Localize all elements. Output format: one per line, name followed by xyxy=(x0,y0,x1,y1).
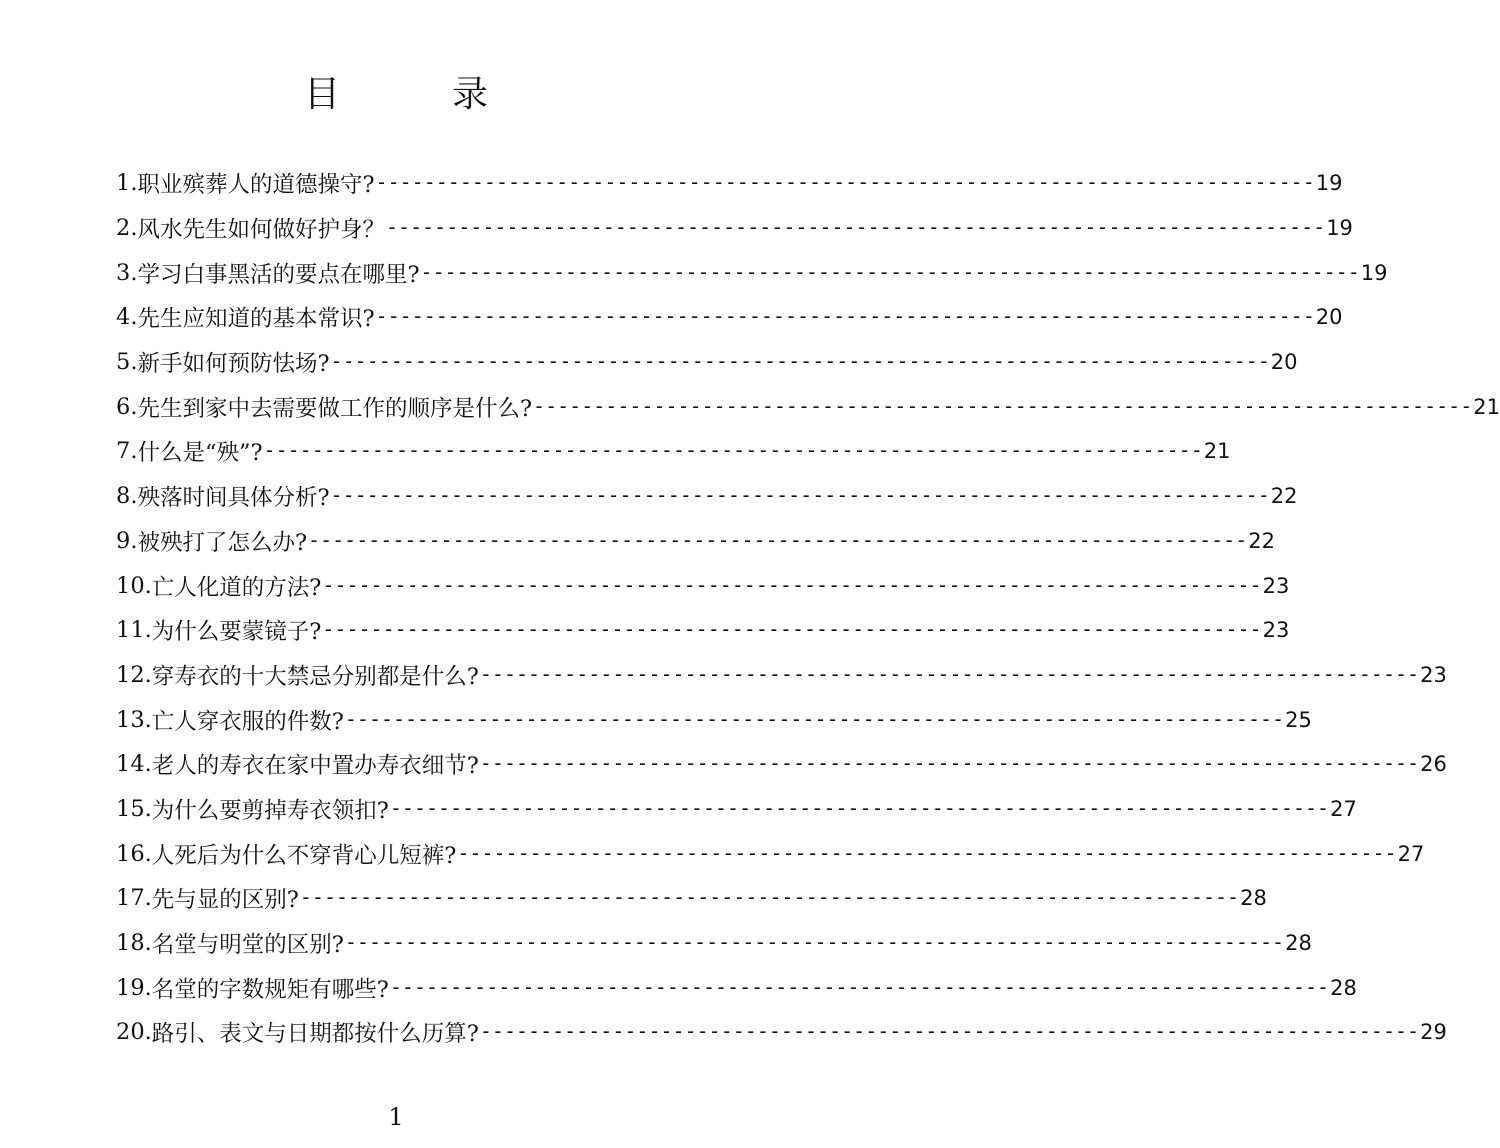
leader-dashes: ------------------------------------------------------------------------------ xyxy=(420,259,1360,284)
entry-number: 19. xyxy=(116,974,152,1001)
leader-dashes: ------------------------------------------------------------------------------ xyxy=(308,527,1248,552)
entry-number: 3. xyxy=(116,259,138,286)
toc-entry[interactable] xyxy=(116,384,1500,429)
entry-title: 先生到家中去需要做工作的顺序是什么? xyxy=(137,395,533,422)
toc-entry[interactable] xyxy=(116,742,1447,787)
entry-page-number: 23 xyxy=(1262,573,1290,598)
toc-entry[interactable] xyxy=(116,295,1343,340)
toc-entry[interactable] xyxy=(116,340,1298,385)
entry-number: 16. xyxy=(116,840,152,867)
entry-page-number: 19 xyxy=(1326,216,1353,241)
toc-entry[interactable] xyxy=(116,250,1388,295)
entry-title: 职业殡葬人的道德操守? xyxy=(137,172,375,199)
entry-page-number: 23 xyxy=(1262,618,1290,643)
entry-number: 6. xyxy=(116,393,138,420)
entry-number: 15. xyxy=(116,795,152,822)
leader-dashes: ------------------------------------------------------------------------------ xyxy=(322,572,1262,597)
leader-dashes: ------------------------------------------------------------------------------ xyxy=(385,215,1326,240)
leader-dashes: ------------------------------------------------------------------------------ xyxy=(330,483,1270,508)
entry-page-number: 19 xyxy=(1360,260,1388,285)
entry-title: 为什么要剪掉寿衣领扣? xyxy=(151,797,389,824)
entry-page-number: 22 xyxy=(1270,484,1298,509)
toc-entry[interactable] xyxy=(116,876,1267,921)
toc-entry[interactable] xyxy=(116,831,1425,876)
entry-title: 亡人化道的方法? xyxy=(151,574,322,601)
entry-number: 10. xyxy=(116,572,152,599)
toc-entry[interactable] xyxy=(116,206,1353,251)
entry-page-number: 19 xyxy=(1315,171,1343,196)
entry-number: 2. xyxy=(116,215,138,242)
entry-page-number: 27 xyxy=(1330,796,1357,821)
entry-page-number: 25 xyxy=(1285,707,1312,732)
leader-dashes: ------------------------------------------------------------------------------ xyxy=(322,617,1262,642)
entry-page-number: 29 xyxy=(1420,1020,1447,1045)
entry-title: 人死后为什么不穿背心儿短裤? xyxy=(151,842,457,869)
entry-title: 老人的寿衣在家中置办寿衣细节? xyxy=(151,753,479,780)
leader-dashes: ------------------------------------------------------------------------------ xyxy=(457,840,1397,865)
leader-dashes: ------------------------------------------------------------------------------ xyxy=(375,304,1315,329)
leader-dashes: ------------------------------------------------------------------------------ xyxy=(263,438,1203,463)
toc-entry[interactable] xyxy=(116,608,1290,653)
leader-dashes: ------------------------------------------------------------------------------ xyxy=(533,393,1473,418)
toc-entry[interactable] xyxy=(116,965,1357,1010)
entry-number: 14. xyxy=(116,751,152,778)
leader-dashes: ------------------------------------------------------------------------------ xyxy=(344,706,1285,731)
toc-entry[interactable] xyxy=(116,697,1312,742)
entry-page-number: 20 xyxy=(1270,350,1298,375)
entry-title: 学习白事黑活的要点在哪里? xyxy=(137,261,420,288)
entry-title: 殃落时间具体分析? xyxy=(137,485,330,512)
page-title: 目 录 xyxy=(303,74,526,115)
toc-entry[interactable] xyxy=(116,519,1275,564)
entry-title: 名堂与明堂的区别? xyxy=(151,932,344,959)
entry-page-number: 23 xyxy=(1420,662,1447,687)
entry-number: 17. xyxy=(116,885,152,912)
leader-dashes: ------------------------------------------------------------------------------ xyxy=(375,170,1315,195)
entry-title: 路引、表文与日期都按什么历算? xyxy=(151,1021,479,1048)
toc-entry[interactable] xyxy=(116,787,1357,832)
entry-title: 先生应知道的基本常识? xyxy=(137,306,375,333)
entry-title: 穿寿衣的十大禁忌分别都是什么? xyxy=(151,663,479,690)
entry-title: 先与显的区别? xyxy=(151,887,299,914)
entry-number: 18. xyxy=(116,930,152,957)
table-of-contents xyxy=(116,161,1500,1055)
entry-page-number: 26 xyxy=(1420,752,1447,777)
entry-title: 什么是“殃”? xyxy=(137,440,263,467)
entry-page-number: 28 xyxy=(1330,975,1357,1000)
entry-number: 1. xyxy=(116,170,138,197)
toc-entry[interactable] xyxy=(116,429,1231,474)
entry-title: 亡人穿衣服的件数? xyxy=(151,708,344,735)
entry-number: 8. xyxy=(116,483,138,510)
entry-number: 11. xyxy=(116,617,152,644)
leader-dashes: ------------------------------------------------------------------------------ xyxy=(344,930,1285,955)
entry-title: 新手如何预防怯场? xyxy=(137,351,330,378)
entry-number: 5. xyxy=(116,349,138,376)
leader-dashes: ------------------------------------------------------------------------------ xyxy=(389,795,1330,820)
toc-entry[interactable] xyxy=(116,1010,1447,1055)
leader-dashes: ------------------------------------------------------------------------------ xyxy=(389,974,1330,999)
entry-page-number: 27 xyxy=(1397,841,1425,866)
entry-page-number: 22 xyxy=(1248,528,1275,553)
entry-number: 20. xyxy=(116,1019,152,1046)
toc-entry[interactable] xyxy=(116,653,1447,698)
leader-dashes: ------------------------------------------------------------------------------ xyxy=(299,885,1240,910)
entry-page-number: 28 xyxy=(1240,886,1267,911)
entry-page-number: 21 xyxy=(1473,394,1500,419)
entry-title: 名堂的字数规矩有哪些? xyxy=(151,976,389,1003)
entry-page-number: 21 xyxy=(1203,439,1231,464)
entry-title: 为什么要蒙镜子? xyxy=(151,619,322,646)
leader-dashes: ------------------------------------------------------------------------------ xyxy=(479,661,1420,686)
toc-entry[interactable] xyxy=(116,161,1343,206)
toc-entry[interactable] xyxy=(116,563,1290,608)
entry-number: 7. xyxy=(116,438,138,465)
entry-title: 被殃打了怎么办? xyxy=(137,529,308,556)
entry-page-number: 20 xyxy=(1315,305,1343,330)
entry-number: 4. xyxy=(116,304,138,331)
entry-title: 风水先生如何做好护身？ xyxy=(137,217,385,244)
leader-dashes: ------------------------------------------------------------------------------ xyxy=(479,751,1420,776)
leader-dashes: ------------------------------------------------------------------------------ xyxy=(330,349,1270,374)
leader-dashes: ------------------------------------------------------------------------------ xyxy=(479,1019,1420,1044)
entry-number: 13. xyxy=(116,706,152,733)
entry-page-number: 28 xyxy=(1285,931,1312,956)
entry-number: 9. xyxy=(116,527,138,554)
entry-number: 12. xyxy=(116,661,152,688)
toc-entry[interactable] xyxy=(116,921,1312,966)
page-number: 1 xyxy=(388,1103,404,1131)
toc-entry[interactable] xyxy=(116,474,1298,519)
